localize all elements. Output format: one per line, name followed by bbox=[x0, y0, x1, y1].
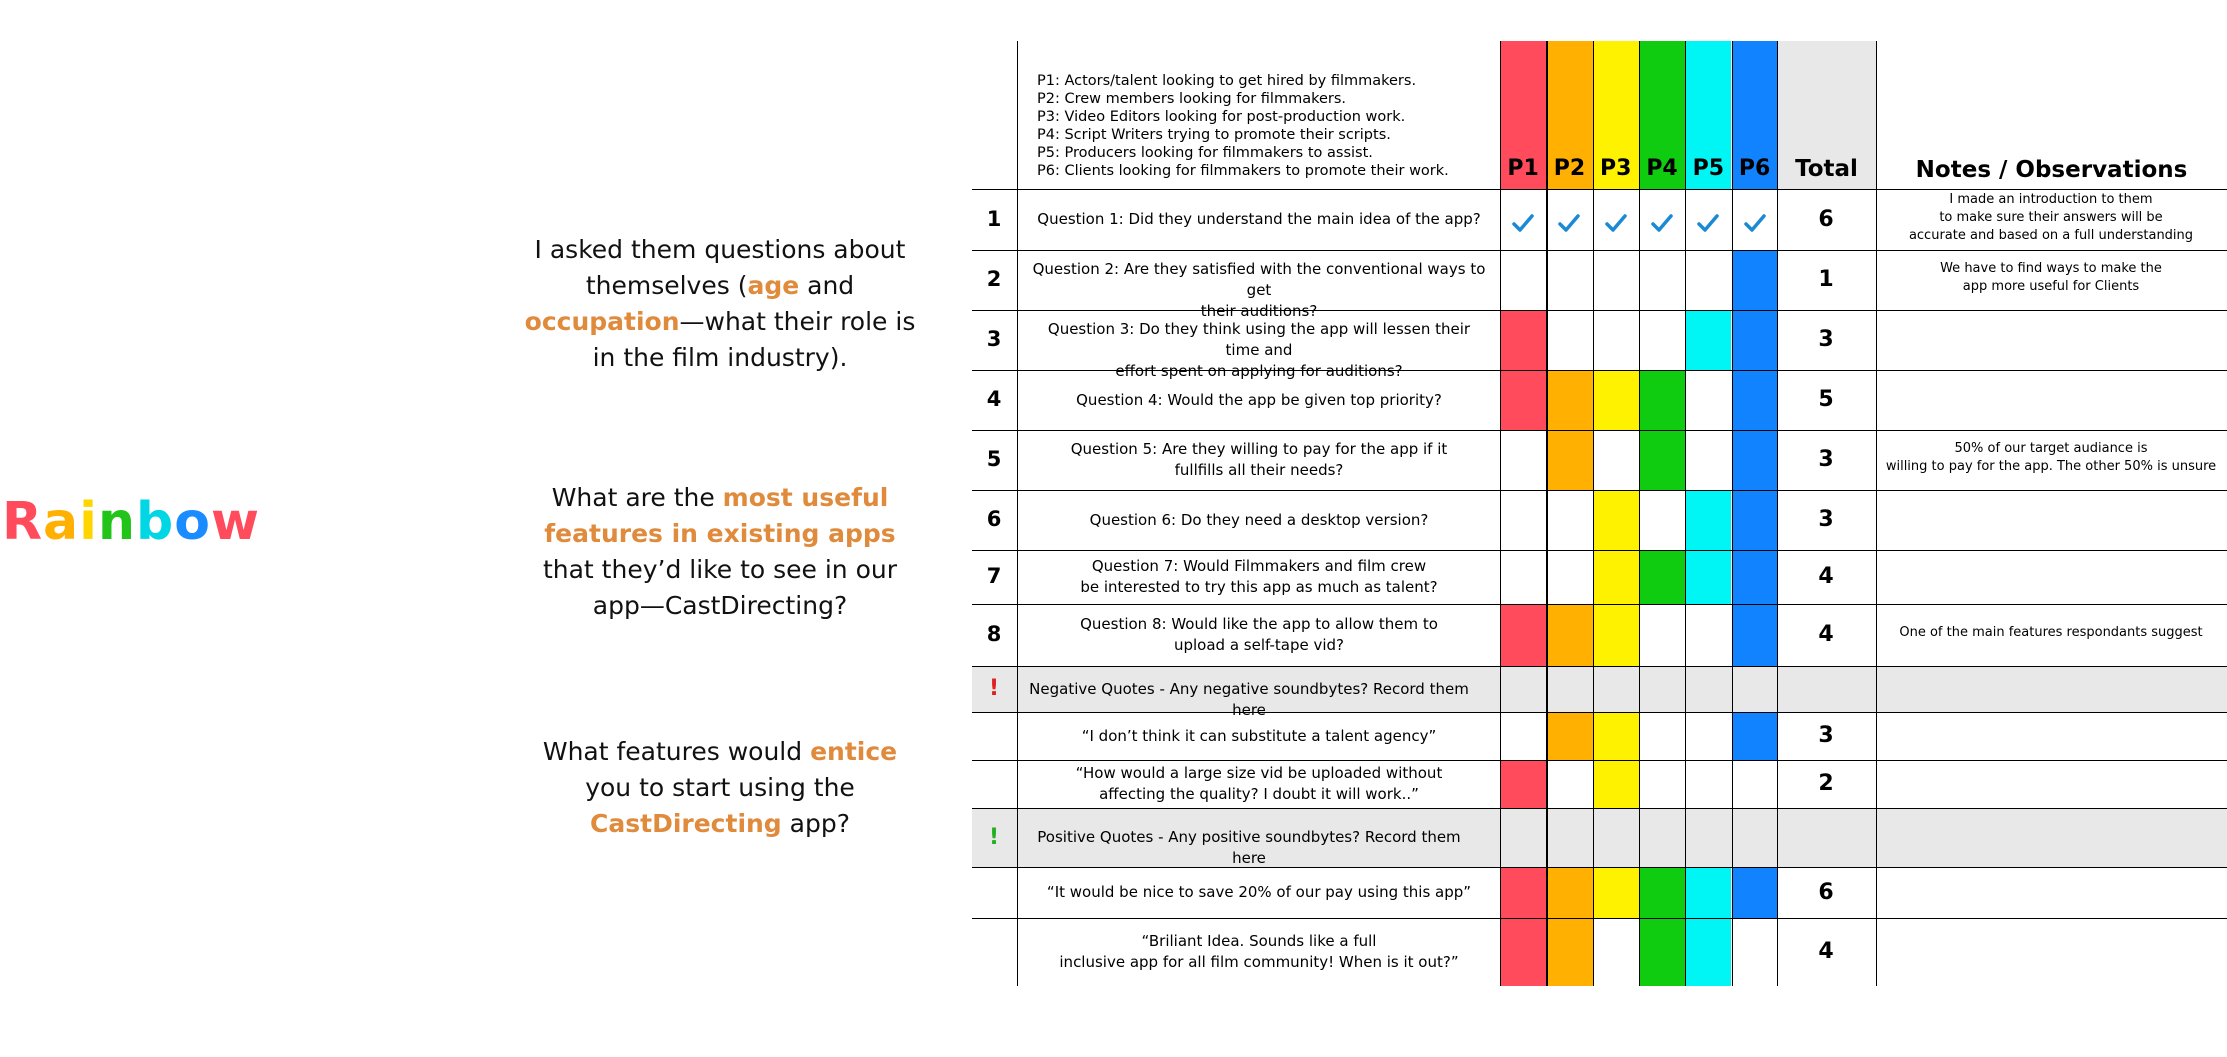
response-mark-filled bbox=[1639, 550, 1685, 604]
response-mark-filled bbox=[1685, 550, 1731, 604]
question-text: Question 8: Would like the app to allow them to upload a self-tape vid? bbox=[1080, 615, 1438, 654]
row-number: 5 bbox=[986, 447, 1002, 471]
row-total: 3 bbox=[1818, 447, 1834, 472]
response-mark-filled bbox=[1685, 310, 1731, 370]
response-mark-filled bbox=[1500, 867, 1546, 918]
total-column-header: Total bbox=[1795, 156, 1858, 182]
section-alert-icon: ! bbox=[988, 676, 1000, 701]
question-text: Question 5: Are they willing to pay for the app if it fullfills all their needs? bbox=[1070, 440, 1448, 479]
grid-line bbox=[1639, 41, 1640, 986]
response-mark-filled bbox=[1685, 918, 1731, 986]
logo-letter: b bbox=[136, 492, 175, 552]
response-mark-filled bbox=[1732, 490, 1778, 550]
row-total: 2 bbox=[1818, 771, 1834, 796]
row-total: 4 bbox=[1818, 939, 1834, 964]
prompt-text: What features would bbox=[542, 737, 811, 766]
response-mark-filled bbox=[1593, 867, 1639, 918]
prompt-text: What are the bbox=[551, 483, 723, 512]
row-number: 3 bbox=[986, 327, 1002, 351]
response-mark-filled bbox=[1732, 712, 1778, 760]
checkmark-icon bbox=[1696, 211, 1720, 235]
grid-line bbox=[1500, 41, 1501, 986]
response-mark-filled bbox=[1500, 604, 1546, 666]
question-text: Question 6: Do they need a desktop version? bbox=[1089, 510, 1429, 529]
row-total: 3 bbox=[1818, 723, 1834, 748]
question-text: Question 7: Would Filmmakers and film crew be interested to try this app as much as talent? bbox=[1080, 557, 1438, 596]
grid-line bbox=[972, 250, 2227, 251]
logo-letter: R bbox=[2, 492, 44, 552]
row-number: 4 bbox=[986, 387, 1002, 411]
row-total: 1 bbox=[1818, 267, 1834, 292]
participant-legend: P1: Actors/talent looking to get hired by filmmakers. P2: Crew members looking for filmmakers. P3: Video Editors looking for post-production work. P4: Script Writers trying to promote their scripts. P5: Producers looking for filmmakers to assist. P6: Clients looking for filmmakers to promote their work. bbox=[1037, 73, 1449, 179]
response-mark-filled bbox=[1500, 370, 1546, 430]
row-total: 6 bbox=[1818, 879, 1834, 905]
row-note: I made an introduction to them to make sure their answers will be accurate and based on a full understanding bbox=[1908, 191, 2194, 243]
research-prompt-2 bbox=[520, 480, 920, 624]
response-mark-filled bbox=[1546, 430, 1592, 490]
grid-line bbox=[972, 550, 2227, 551]
prompt-text: you to start using the bbox=[585, 773, 855, 802]
response-mark-filled bbox=[1593, 370, 1639, 430]
question-text: “Briliant Idea. Sounds like a full inclusive app for all film community! When is it out?” bbox=[1059, 932, 1459, 971]
grid-line bbox=[1546, 41, 1547, 986]
section-title: Negative Quotes - Any negative soundbytes? Record them here bbox=[1029, 679, 1469, 719]
grid-line bbox=[972, 666, 2227, 667]
checkmark-icon bbox=[1604, 211, 1628, 235]
response-mark-filled bbox=[1500, 310, 1546, 370]
response-mark-filled bbox=[1732, 867, 1778, 918]
response-mark-filled bbox=[1500, 918, 1546, 986]
response-mark-filled bbox=[1639, 918, 1685, 986]
response-mark-filled bbox=[1639, 430, 1685, 490]
response-mark-filled bbox=[1685, 867, 1731, 918]
response-mark-filled bbox=[1546, 867, 1592, 918]
question-text: “How would a large size vid be uploaded without affecting the quality? I doubt it will work..” bbox=[1075, 764, 1443, 803]
response-mark-filled bbox=[1732, 604, 1778, 666]
row-number: 7 bbox=[986, 564, 1002, 588]
rainbow-logo bbox=[2, 492, 260, 552]
checkmark-icon bbox=[1557, 211, 1581, 235]
row-note: 50% of our target audiance is willing to pay for the app. The other 50% is unsure bbox=[1885, 441, 2217, 474]
response-mark-filled bbox=[1639, 867, 1685, 918]
row-number: 8 bbox=[986, 622, 1002, 646]
notes-column-header: Notes / Observations bbox=[1915, 157, 2188, 183]
section-alert-icon: ! bbox=[988, 824, 1000, 850]
row-total: 6 bbox=[1818, 206, 1834, 232]
logo-letter: o bbox=[174, 492, 211, 552]
grid-line bbox=[1017, 41, 1018, 986]
highlighted-text: most useful features in existing apps bbox=[544, 483, 896, 548]
response-mark-filled bbox=[1593, 760, 1639, 808]
response-mark-filled bbox=[1593, 490, 1639, 550]
row-number: 2 bbox=[986, 267, 1002, 291]
response-mark-filled bbox=[1732, 550, 1778, 604]
row-note: One of the main features respondants suggest bbox=[1899, 625, 2203, 640]
grid-line bbox=[1732, 41, 1733, 986]
participant-label: P4 bbox=[1646, 156, 1678, 181]
participant-label: P6 bbox=[1738, 156, 1771, 181]
prompt-text: app? bbox=[781, 809, 850, 838]
highlighted-text: age bbox=[747, 271, 800, 300]
question-text: Question 4: Would the app be given top priority? bbox=[1076, 390, 1442, 409]
response-mark-filled bbox=[1546, 918, 1592, 986]
participant-label: P3 bbox=[1600, 156, 1632, 181]
response-mark-filled bbox=[1593, 712, 1639, 760]
grid-line bbox=[972, 430, 2227, 431]
logo-letter: w bbox=[210, 492, 261, 552]
research-prompt-1 bbox=[520, 232, 920, 376]
logo-letter: a bbox=[43, 492, 80, 552]
logo-letter: n bbox=[97, 492, 136, 552]
row-total: 5 bbox=[1818, 387, 1834, 412]
question-text: Question 2: Are they satisfied with the conventional ways to get their auditions? bbox=[1032, 260, 1486, 320]
response-mark-filled bbox=[1546, 604, 1592, 666]
grid-line bbox=[972, 760, 2227, 761]
grid-line bbox=[972, 490, 2227, 491]
section-title: Positive Quotes - Any positive soundbytes? Record them here bbox=[1037, 828, 1461, 867]
response-mark-filled bbox=[1639, 370, 1685, 430]
highlighted-text: occupation bbox=[524, 307, 680, 336]
checkmark-icon bbox=[1650, 211, 1674, 235]
response-mark-filled bbox=[1732, 310, 1778, 370]
grid-line bbox=[1593, 41, 1594, 986]
response-mark-filled bbox=[1500, 760, 1546, 808]
response-mark-filled bbox=[1546, 712, 1592, 760]
question-text: “I don’t think it can substitute a talent agency” bbox=[1081, 726, 1437, 745]
row-number: 6 bbox=[986, 507, 1002, 531]
question-text: Question 1: Did they understand the main idea of the app? bbox=[1037, 210, 1481, 228]
grid-line bbox=[972, 808, 2227, 809]
checkmark-icon bbox=[1743, 211, 1767, 235]
response-mark-filled bbox=[1732, 430, 1778, 490]
row-total: 3 bbox=[1818, 507, 1834, 532]
response-mark-filled bbox=[1732, 250, 1778, 310]
row-number: 1 bbox=[986, 206, 1002, 231]
row-note: We have to find ways to make the app more useful for Clients bbox=[1940, 261, 2162, 294]
prompt-text: I asked them questions about themselves ( bbox=[534, 235, 906, 300]
research-prompt-3 bbox=[520, 734, 920, 842]
grid-line bbox=[972, 604, 2227, 605]
row-total: 4 bbox=[1818, 564, 1834, 589]
prompt-text: and bbox=[799, 271, 855, 300]
grid-line bbox=[1777, 41, 1778, 986]
response-mark-filled bbox=[1593, 604, 1639, 666]
highlighted-text: entice bbox=[810, 737, 898, 766]
grid-line bbox=[1685, 41, 1686, 986]
prompt-text: that they’d like to see in our app—CastDirecting? bbox=[542, 555, 898, 620]
participant-label: P5 bbox=[1692, 156, 1725, 181]
prompt-text: —what their role is in the film industry). bbox=[592, 307, 916, 372]
logo-letter: i bbox=[79, 492, 98, 552]
participant-label: P1 bbox=[1507, 156, 1539, 181]
highlighted-text: CastDirecting bbox=[590, 809, 782, 838]
question-text: Question 3: Do they think using the app will lessen their time and effort spent on applying for auditions? bbox=[1047, 320, 1471, 380]
response-mark-filled bbox=[1593, 550, 1639, 604]
participant-label: P2 bbox=[1553, 156, 1586, 181]
row-total: 4 bbox=[1818, 622, 1834, 647]
response-mark-filled bbox=[1732, 370, 1778, 430]
question-text: “It would be nice to save 20% of our pay using this app” bbox=[1046, 883, 1472, 901]
grid-line bbox=[972, 918, 2227, 919]
checkmark-icon bbox=[1511, 211, 1535, 235]
response-mark-filled bbox=[1685, 490, 1731, 550]
response-mark-filled bbox=[1546, 370, 1592, 430]
row-total: 3 bbox=[1818, 327, 1834, 352]
